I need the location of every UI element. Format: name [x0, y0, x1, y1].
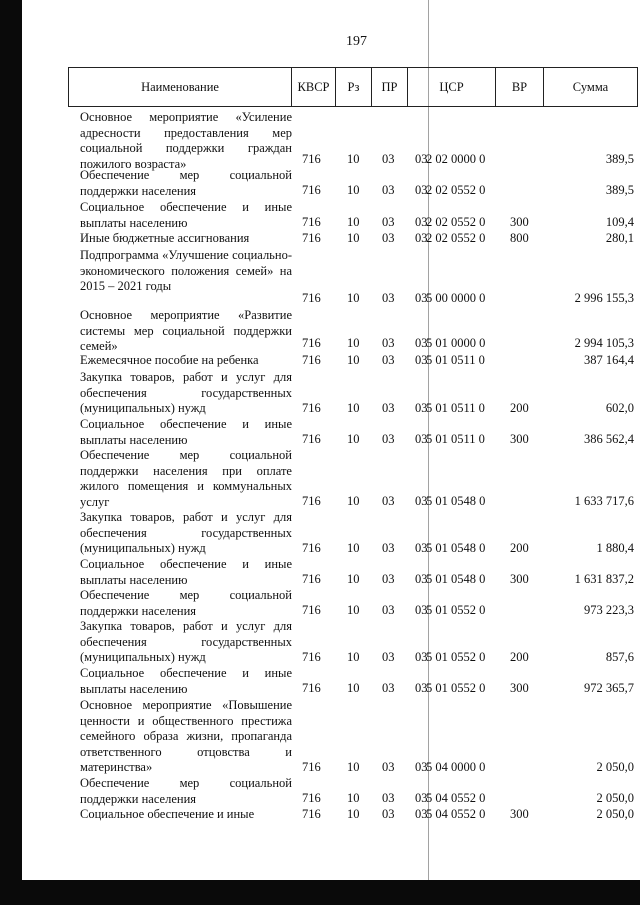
row-rz: 10	[347, 790, 360, 805]
row-mid: 03	[415, 790, 428, 805]
table-row	[80, 588, 640, 618]
row-name: Основное мероприятие «Повышение ценности и общественного престижа семейного образа жизни, пропаганда ответственного отцовства и материнства»	[80, 698, 292, 774]
row-name: Социальное обеспечение и иные	[80, 807, 255, 821]
row-sum: 2 050,0	[596, 806, 634, 821]
row-mid: 03	[415, 540, 428, 555]
table-row	[80, 353, 640, 368]
row-kvsr: 716	[302, 431, 321, 446]
row-sum: 2 996 155,3	[574, 290, 634, 305]
row-rz: 10	[347, 230, 360, 245]
row-sum: 1 880,4	[596, 540, 634, 555]
row-mid: 03	[415, 493, 428, 508]
row-sum: 109,4	[605, 214, 634, 229]
row-rz: 10	[347, 214, 360, 229]
row-name: Социальное обеспечение и иные выплаты населению	[80, 557, 292, 587]
row-csr: 5 01 0548 0	[426, 493, 486, 508]
row-kvsr: 716	[302, 182, 321, 197]
row-rz: 10	[347, 571, 360, 586]
row-pr: 03	[382, 680, 395, 695]
row-kvsr: 716	[302, 335, 321, 350]
row-rz: 10	[347, 290, 360, 305]
row-name: Подпрограмма «Улучшение социально-экономического положения семей» на 2015 – 2021 годы	[80, 248, 292, 293]
row-rz: 10	[347, 151, 360, 166]
row-kvsr: 716	[302, 680, 321, 695]
scan-border-left	[0, 0, 22, 905]
row-name: Социальное обеспечение и иные выплаты населению	[80, 200, 292, 230]
row-csr: 2 02 0552 0	[426, 230, 486, 245]
row-pr: 03	[382, 806, 395, 821]
table-row	[80, 510, 640, 556]
row-mid: 03	[415, 400, 428, 415]
row-csr: 5 01 0511 0	[426, 431, 485, 446]
row-sum: 2 050,0	[596, 759, 634, 774]
row-vr: 200	[510, 400, 529, 415]
row-rz: 10	[347, 431, 360, 446]
row-kvsr: 716	[302, 151, 321, 166]
row-rz: 10	[347, 680, 360, 695]
row-pr: 03	[382, 400, 395, 415]
table-row	[80, 231, 640, 246]
row-sum: 280,1	[605, 230, 634, 245]
row-rz: 10	[347, 602, 360, 617]
row-kvsr: 716	[302, 540, 321, 555]
row-vr: 300	[510, 571, 529, 586]
row-mid: 03	[415, 335, 428, 350]
row-csr: 5 00 0000 0	[426, 290, 486, 305]
row-sum: 2 994 105,3	[574, 335, 634, 350]
row-rz: 10	[347, 335, 360, 350]
table-row	[80, 698, 640, 775]
row-pr: 03	[382, 493, 395, 508]
row-csr: 5 04 0000 0	[426, 759, 486, 774]
row-mid: 03	[415, 182, 428, 197]
row-csr: 5 01 0000 0	[426, 335, 486, 350]
row-mid: 03	[415, 806, 428, 821]
row-name: Социальное обеспечение и иные выплаты населению	[80, 666, 292, 696]
row-vr: 300	[510, 680, 529, 695]
row-kvsr: 716	[302, 290, 321, 305]
row-rz: 10	[347, 493, 360, 508]
row-kvsr: 716	[302, 214, 321, 229]
row-csr: 2 02 0000 0	[426, 151, 486, 166]
row-name: Закупка товаров, работ и услуг для обеспечения государственных (муниципальных) нужд	[80, 510, 292, 555]
row-kvsr: 716	[302, 230, 321, 245]
row-sum: 387 164,4	[584, 352, 634, 367]
row-pr: 03	[382, 790, 395, 805]
row-csr: 5 01 0548 0	[426, 571, 486, 586]
row-mid: 03	[415, 214, 428, 229]
row-csr: 5 01 0511 0	[426, 352, 485, 367]
row-name: Закупка товаров, работ и услуг для обеспечения государственных (муниципальных) нужд	[80, 619, 292, 664]
row-pr: 03	[382, 230, 395, 245]
row-sum: 1 631 837,2	[574, 571, 634, 586]
table-row	[80, 200, 640, 230]
table-row	[80, 248, 640, 306]
row-name: Обеспечение мер социальной поддержки населения	[80, 776, 292, 806]
table-body	[80, 110, 640, 880]
row-name: Закупка товаров, работ и услуг для обеспечения государственных (муниципальных) нужд	[80, 370, 292, 415]
row-sum: 386 562,4	[584, 431, 634, 446]
row-rz: 10	[347, 759, 360, 774]
row-mid: 03	[415, 352, 428, 367]
row-csr: 5 04 0552 0	[426, 806, 486, 821]
row-sum: 1 633 717,6	[574, 493, 634, 508]
row-sum: 857,6	[605, 649, 634, 664]
row-kvsr: 716	[302, 759, 321, 774]
row-pr: 03	[382, 602, 395, 617]
row-pr: 03	[382, 290, 395, 305]
row-vr: 300	[510, 431, 529, 446]
row-csr: 5 01 0552 0	[426, 602, 486, 617]
row-vr: 200	[510, 649, 529, 664]
row-kvsr: 716	[302, 806, 321, 821]
row-name: Социальное обеспечение и иные выплаты населению	[80, 417, 292, 447]
row-sum: 2 050,0	[596, 790, 634, 805]
header-vr: ВР	[496, 68, 544, 106]
row-vr: 200	[510, 540, 529, 555]
row-kvsr: 716	[302, 493, 321, 508]
header-rz: Рз	[336, 68, 372, 106]
row-rz: 10	[347, 400, 360, 415]
row-rz: 10	[347, 352, 360, 367]
header-pr: ПР	[372, 68, 408, 106]
row-csr: 5 01 0548 0	[426, 540, 486, 555]
row-pr: 03	[382, 352, 395, 367]
table-row	[80, 776, 640, 806]
table-row	[80, 308, 640, 351]
row-kvsr: 716	[302, 602, 321, 617]
row-name: Обеспечение мер социальной поддержки населения при оплате жилого помещения и коммунальных услуг	[80, 448, 292, 509]
header-name: Наименование	[69, 68, 292, 106]
row-mid: 03	[415, 431, 428, 446]
row-sum: 389,5	[605, 182, 634, 197]
row-pr: 03	[382, 649, 395, 664]
table-row	[80, 807, 640, 822]
row-mid: 03	[415, 759, 428, 774]
row-pr: 03	[382, 214, 395, 229]
row-mid: 03	[415, 290, 428, 305]
row-name: Основное мероприятие «Развитие системы мер социальной поддержки семей»	[80, 308, 292, 353]
row-rz: 10	[347, 540, 360, 555]
table-row	[80, 168, 640, 198]
row-sum: 972 365,7	[584, 680, 634, 695]
table-row	[80, 448, 640, 509]
row-vr: 800	[510, 230, 529, 245]
table-row	[80, 619, 640, 665]
row-csr: 5 01 0552 0	[426, 649, 486, 664]
row-vr: 300	[510, 806, 529, 821]
header-csr: ЦСР	[408, 68, 496, 106]
table-row	[80, 110, 640, 171]
table-header	[68, 67, 638, 107]
scan-border-bottom	[0, 880, 640, 905]
row-name: Обеспечение мер социальной поддержки населения	[80, 168, 292, 198]
row-pr: 03	[382, 335, 395, 350]
row-mid: 03	[415, 680, 428, 695]
row-rz: 10	[347, 806, 360, 821]
row-csr: 2 02 0552 0	[426, 182, 486, 197]
row-rz: 10	[347, 182, 360, 197]
row-sum: 602,0	[605, 400, 634, 415]
row-mid: 03	[415, 151, 428, 166]
row-csr: 5 01 0552 0	[426, 680, 486, 695]
header-kvsr: КВСР	[292, 68, 336, 106]
row-pr: 03	[382, 431, 395, 446]
row-csr: 5 01 0511 0	[426, 400, 485, 415]
row-name: Иные бюджетные ассигнования	[80, 231, 250, 245]
table-row	[80, 557, 640, 587]
row-kvsr: 716	[302, 649, 321, 664]
row-mid: 03	[415, 230, 428, 245]
row-csr: 2 02 0552 0	[426, 214, 486, 229]
table-row	[80, 666, 640, 696]
row-pr: 03	[382, 151, 395, 166]
row-name: Основное мероприятие «Усиление адресности предоставления мер социальной поддержки граждан пожилого возраста»	[80, 110, 292, 171]
row-mid: 03	[415, 649, 428, 664]
table-row	[80, 370, 640, 416]
row-kvsr: 716	[302, 571, 321, 586]
row-pr: 03	[382, 540, 395, 555]
row-kvsr: 716	[302, 790, 321, 805]
row-kvsr: 716	[302, 400, 321, 415]
row-vr: 300	[510, 214, 529, 229]
page-number: 197	[346, 34, 367, 49]
row-pr: 03	[382, 571, 395, 586]
row-mid: 03	[415, 602, 428, 617]
row-csr: 5 04 0552 0	[426, 790, 486, 805]
row-name: Обеспечение мер социальной поддержки населения	[80, 588, 292, 618]
row-pr: 03	[382, 759, 395, 774]
row-sum: 973 223,3	[584, 602, 634, 617]
row-kvsr: 716	[302, 352, 321, 367]
row-pr: 03	[382, 182, 395, 197]
row-sum: 389,5	[605, 151, 634, 166]
row-rz: 10	[347, 649, 360, 664]
table-row	[80, 417, 640, 447]
header-sum: Сумма	[572, 80, 609, 94]
row-mid: 03	[415, 571, 428, 586]
row-name: Ежемесячное пособие на ребенка	[80, 353, 259, 367]
